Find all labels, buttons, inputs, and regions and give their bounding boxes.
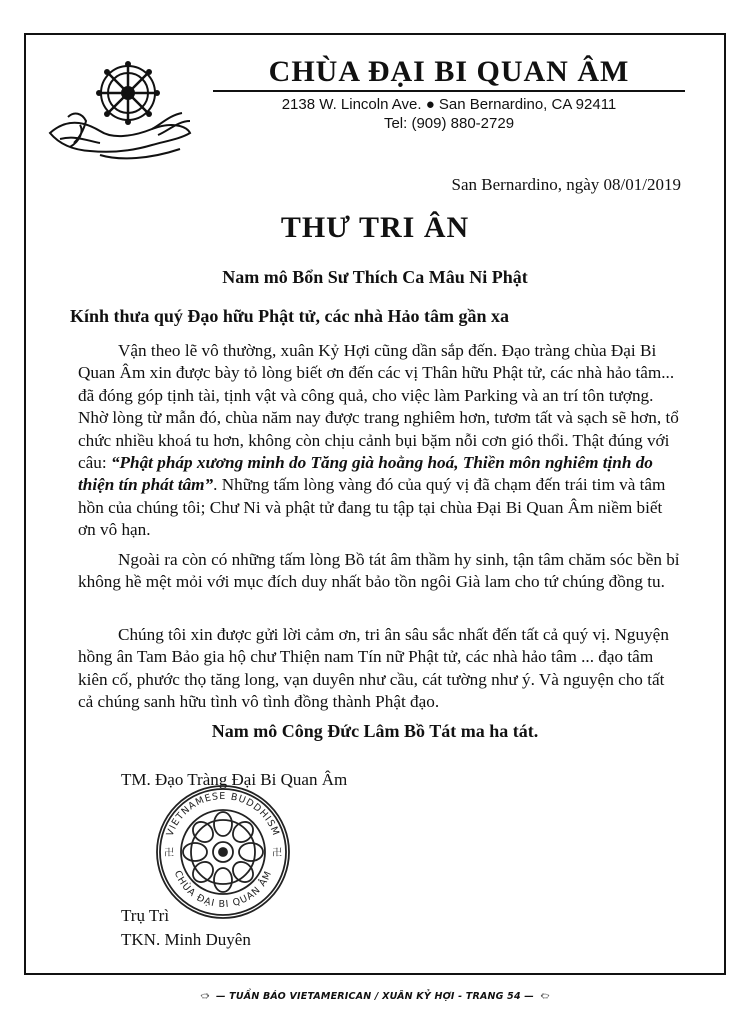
letter-title: THƯ TRI ÂN xyxy=(280,211,470,244)
letter-dateline: San Bernardino, ngày 08/01/2019 xyxy=(451,175,681,194)
paragraph-1-quote: “Phật pháp xương minh do Tăng già hoằng hoá, Thiền môn nghiêm tịnh do thiện tín phát tâm” xyxy=(78,453,653,495)
seal-text-top: VIETNAMESE BUDDHISM xyxy=(164,790,282,838)
letter-salutation: Kính thưa quý Đạo hữu Phật tử, các nhà Hảo tâm gần xa xyxy=(70,306,509,326)
seal-text-bottom: CHÙA ĐẠI BI QUAN ÂM xyxy=(171,868,275,911)
closing-invocation: Nam mô Công Đức Lâm Bồ Tát ma ha tát. xyxy=(211,721,539,741)
paragraph-1 xyxy=(78,340,683,542)
signature-name: TKN. Minh Duyên xyxy=(121,930,251,949)
footer-text: — TUẦN BÁO VIETAMERICAN / XUÂN KỶ HỢI - TRANG 54 — xyxy=(215,990,535,1002)
header-divider xyxy=(213,90,685,92)
svg-text:VIETNAMESE BUDDHISM xyxy=(165,791,282,838)
page-footer xyxy=(200,985,550,1007)
temple-name: CHÙA ĐẠI BI QUAN ÂM xyxy=(268,55,630,88)
paragraph-1-text-b: . Những tấm lòng vàng đó của quý vị đã chạm đến trái tim và tâm hồn của chúng tôi; Chư Ni và phật tử đang tu tập tại chùa Đại Bi Quan Âm niềm biết ơn vô hạn. xyxy=(78,475,666,540)
seal-swastika-left: 卍 xyxy=(164,848,174,859)
pig-icon xyxy=(200,987,210,1005)
temple-phone: Tel: (909) 880-2729 xyxy=(383,115,515,132)
pig-icon xyxy=(540,987,550,1005)
signature-on-behalf: TM. Đạo Tràng Đại Bi Quan Âm xyxy=(121,770,348,789)
opening-invocation: Nam mô Bổn Sư Thích Ca Mâu Ni Phật xyxy=(222,267,528,287)
paragraph-2: Ngoài ra còn có những tấm lòng Bồ tát âm thầm hy sinh, tận tâm chăm sóc bền bỉ không hề mệt mỏi với mục đích duy nhất bảo tồn ngôi Già lam cho tứ chúng đồng tu. xyxy=(78,550,680,592)
paragraph-3: Chúng tôi xin được gửi lời cảm ơn, tri ân sâu sắc nhất đến tất cả quý vị. Nguyện hồng ân Tam Bảo gia hộ chư Thiện nam Tín nữ Phật tử, các nhà hảo tâm ... đạo tâm kiên cố, phước thọ tăng long, vạn duyên như cầu, cát tường như ý. Và nguyện cho tất cả chúng sanh hữu tình vô tình đồng thành Phật đạo. xyxy=(78,625,669,712)
temple-address: 2138 W. Lincoln Ave. ● San Bernardino, CA 92411 xyxy=(281,96,617,113)
signature-role: Trụ Trì xyxy=(121,906,170,925)
temple-seal-stamp xyxy=(148,780,298,920)
dharma-wheel-hand-logo xyxy=(40,55,210,175)
seal-swastika-right: 卍 xyxy=(272,848,282,859)
paragraph-1-text-a: Vận theo lẽ vô thường, xuân Kỷ Hợi cũng dần sắp đến. Đạo tràng chùa Đại Bi Quan Âm xin được bày tỏ lòng biết ơn đến các vị Thân hữu Phật tử, các nhà hảo tâm... đã đóng góp tịnh tài, tịnh vật và công quả, cho việc làm Parking và an trí tôn tượng. Nhờ lòng từ mẫn đó, chùa năm nay được trang nghiêm hơn, tươm tất và sạch sẽ hơn, tổ chức nhiều khoá tu hơn, không còn chịu cảnh bụi bặm nỗi cơn gió thổi. Thật đúng với câu: xyxy=(78,341,679,473)
